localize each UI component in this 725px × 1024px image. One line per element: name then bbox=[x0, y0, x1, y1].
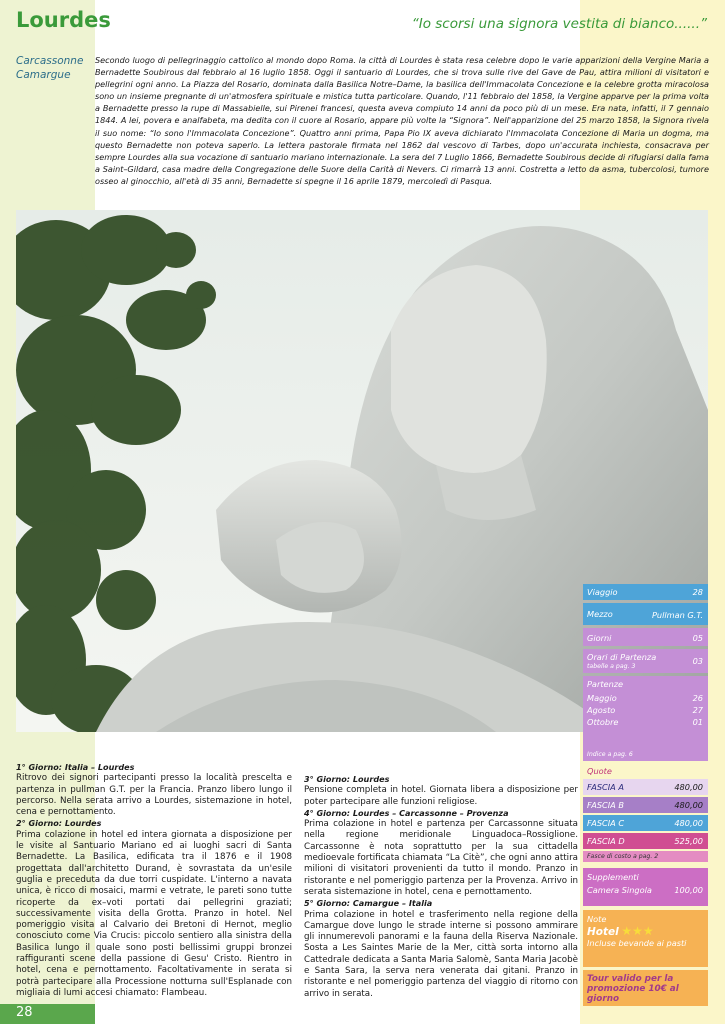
page-title: Lourdes bbox=[16, 8, 111, 32]
date-row: Ottobre 01 bbox=[587, 717, 703, 727]
day-text: Prima colazione in hotel ed intera giornata a disposizione per le visite al Santuario Mariano ed ai luoghi sacri di Santa Bernadette. La Basilica, edificata tra il 1876 e il 1908 progettata dall'architetto Durand, è sovrastata da un'esile guglia e preceduta da due torri cuspidate. L'interno a navata unica, è ricco di mosaici, marmi e vetrate, le pareti sono tutte ricoperte da ex–voti portati dai pellegrini graziati; successivamente visita della Grotta. Pranzo in hotel. Nel pomeriggio visita al Calvario dei Bretoni di Hernot, meglio conosciuto come Via Crucis: piccolo sentiero alla sinistra della Basilica lungo il quale sono posti bellissimi gruppi bronzei raffiguranti scene della passione di Gesu' Cristo. Rientro in hotel, cena e pernottamento. Facoltativamente in serata si potrà partecipare alla Processione notturna sull'Esplanade con migliaia di lumi accesi chiamato: Flambeau. bbox=[16, 829, 292, 998]
star-icons: ★★★ bbox=[621, 924, 654, 938]
date-row: Agosto 27 bbox=[587, 705, 703, 715]
note-box: Note Hotel ★★★ Incluse bevande ai pasti bbox=[583, 910, 708, 967]
info-viaggio: Viaggio 28 bbox=[583, 584, 708, 600]
day-text: Prima colazione in hotel e partenza per Carcassonne situata nella regione meridionale Linguadoca–Rossiglione. Carcassonne è nota soprattutto per la sua cittadella medioevale fortificata chiamata “La Citè”, che ogni anno attira milioni di visitatori provenienti da tutto il mondo. Pranzo in ristorante e nel pomeriggio partenza per la Provenza. Arrivo in serata sistemazione in hotel, cena e pernottamento. bbox=[304, 819, 578, 897]
price-box bbox=[583, 763, 708, 1006]
day-text: Ritrovo dei signori partecipanti presso la località prescelta e partenza in pullman G.T. per la Francia. Pranzo libero lungo il percorso. Nella serata arrivo a Lourdes, sistemazione in hotel, cena e pernottamento. bbox=[16, 773, 292, 818]
trip-info-table bbox=[583, 584, 708, 761]
fascia-b-row: FASCIA B 480,00 bbox=[583, 797, 708, 813]
info-mezzo: Mezzo Pullman G.T. bbox=[583, 603, 708, 625]
day-title: 5° Giorno: Camargue – Italia bbox=[304, 898, 433, 909]
day-title: 2° Giorno: Lourdes bbox=[16, 818, 102, 829]
fascia-c-row: FASCIA C 480,00 bbox=[583, 815, 708, 831]
fasce-note: Fasce di costo a pag. 2 bbox=[583, 851, 708, 862]
place-carcassonne: Carcassonne bbox=[16, 55, 84, 67]
fascia-a-row: FASCIA A 480,00 bbox=[583, 779, 708, 795]
date-row: Maggio 26 bbox=[587, 693, 703, 703]
day-title: 1° Giorno: Italia – Lourdes bbox=[16, 762, 135, 772]
itinerary-column-mid bbox=[304, 774, 578, 1000]
fascia-d-row: FASCIA D 525,00 bbox=[583, 833, 708, 849]
day-title: 4° Giorno: Lourdes – Carcassonne – Provenza bbox=[304, 807, 509, 818]
info-giorni: Giorni 05 bbox=[583, 628, 708, 646]
quote-label: Quote bbox=[587, 766, 612, 776]
day-text: Pensione completa in hotel. Giornata libera a disposizione per poter partecipare alle funzioni religiose. bbox=[304, 785, 578, 807]
page-number: 28 bbox=[0, 1004, 95, 1024]
tagline: “Io scorsi una signora vestita di bianco......” bbox=[411, 16, 707, 32]
day-text: Prima colazione in hotel e trasferimento nella regione della Camargue dove lungo le strade interne si possono ammirare gli innumerevoli panorami e la fauna della Riserva Nazionale. Sosta a Les Saintes Marie de la Mer, città sorta intorno alla Cattedrale dedicata a Santa Maria Salomè, Santa Maria Jacobè e Santa Sara, la serva nera venerata dai gitani. Pranzo in ristorante e nel pomeriggio partenza del viaggio di ritorno con arrivo in serata. bbox=[304, 909, 578, 999]
place-camargue: Camargue bbox=[16, 69, 71, 81]
places-list bbox=[16, 54, 83, 82]
hotel-label: Hotel bbox=[587, 926, 619, 938]
info-partenze: Partenze Maggio 26 Agosto 27 Ottobre 01 Indice a pag. 6 bbox=[583, 676, 708, 761]
day-title: 3° Giorno: Lourdes bbox=[304, 774, 390, 784]
info-orari: Orari di Partenza tabelle a pag. 3 03 bbox=[583, 649, 708, 673]
itinerary-column-left bbox=[16, 762, 292, 999]
intro-text: Secondo luogo di pellegrinaggio cattolico al mondo dopo Roma. la città di Lourdes è stata resa celebre dopo le varie apparizioni della Vergine Maria a Bernadette Soubirous dal febbraio al 16 luglio 1858. Oggi il santuario di Lourdes, che si trova sulle rive del Gave de Pau, attira milioni di visitatori e pellegrini ogni anno. La Piazza del Rosario, dominata dalla Basilica Notre–Dame, la basilica dell'Immacolata Concezione e la celebre grotta miracolosa sono un insieme pregnante di un'atmosfera spirituale e mistica tutta particolare. Quando, l'11 febbraio del 1858, la Vergine apparve per la prima volta a Bernadette presso la rupe di Massabielle, sui Pirenei francesi, questa aveva compiuto 14 anni da poco più di un mese. Era nata, infatti, il 7 gennaio 1844. A lei, povera e analfabeta, ma dedita con il cuore al Rosario, appare più volte la “Signora”. Nell'apparizione del 25 marzo 1858, la Signora rivela il suo nome: “Io sono l'Immacolata Concezione”. Quattro anni prima, Papa Pio IX aveva dichiarato l'Immacolata Concezione di Maria un dogma, ma questo Bernadette non poteva saperlo. La lettera pastorale firmata nel 1862 dal vescovo di Tarbes, dopo un'accurata inchiesta, consacrava per sempre Lourdes alla sua vocazione di santuario mariano internazionale. La sera del 7 Luglio 1866, Bernadette Soubirous decide di rifugiarsi dalla fama a Saint–Gildard, casa madre della Congregazione delle Suore della Carità di Nevers. Ci rimarrà 13 anni. Costretta a letto da asma, tubercolosi, tumore osseo al ginocchio, all'età di 35 anni, Bernadette si spegne il 16 aprile 1879, mercoledì di Pasqua. bbox=[95, 55, 709, 186]
promo-note: Tour valido per la promozione 10€ al giorno bbox=[583, 970, 708, 1006]
supplementi: Supplementi Camera Singola 100,00 bbox=[583, 868, 708, 906]
